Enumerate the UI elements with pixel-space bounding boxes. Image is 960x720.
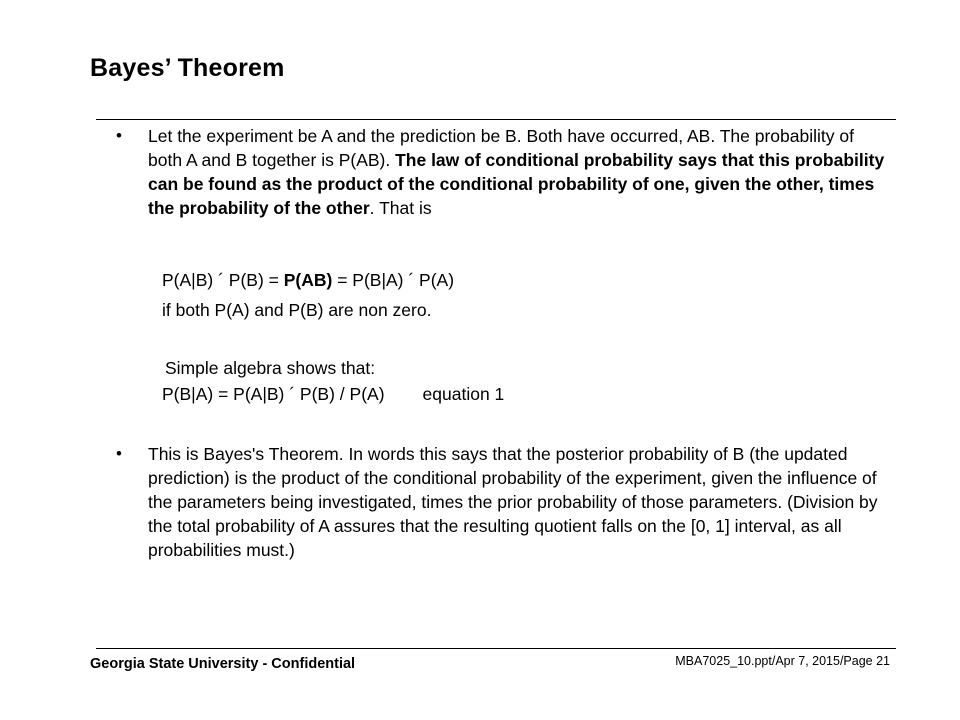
equation-product-left: P(A|B) ´ P(B) = [162,270,284,290]
bullet-1-bold: The law of conditional probability says that this probability can be found as the product of the conditional probability of one, given the other, times the probability of the other [148,150,885,218]
bullet-2-text: This is Bayes's Theorem. In words this says that the posterior probability of B (the updated prediction) is the product of the conditional probability of the experiment, given the influence of the parameters being investigated, times the prior probability of those parameters. (Division by the total probability of A assures that the resulting quotient falls on the [0, 1] interval, as all probabilities must.) [148,444,878,560]
equation-1 [162,382,504,406]
footer-organization: Georgia State University - Confidential [90,656,356,672]
footer-page-info: MBA7025_10.ppt/Apr 7, 2015/Page 21 [675,654,890,668]
bullet-1-text [148,124,888,220]
bullet-2-marker: • [116,444,122,463]
bullet-1-normal-start: Let the experiment be A and the prediction be B. Both have occurred, AB. The probability of both A and B together is P(AB). [148,126,854,170]
equation-1-expr: P(B|A) = P(A|B) ´ P(B) / P(A) [162,384,385,404]
nonzero-condition: if both P(A) and P(B) are non zero. [162,300,432,320]
footer-divider [96,648,896,649]
slide-title: Bayes’ Theorem [90,54,285,82]
bullet-1-marker: • [116,126,122,145]
bullet-1-normal-end: . That is [369,198,432,218]
equation-product [162,268,454,292]
algebra-intro: Simple algebra shows that: [165,358,376,378]
equation-product-joint: P(AB) [283,270,333,290]
equation-product-right: = P(B|A) ´ P(A) [332,270,455,290]
equation-1-label: equation 1 [422,384,505,404]
